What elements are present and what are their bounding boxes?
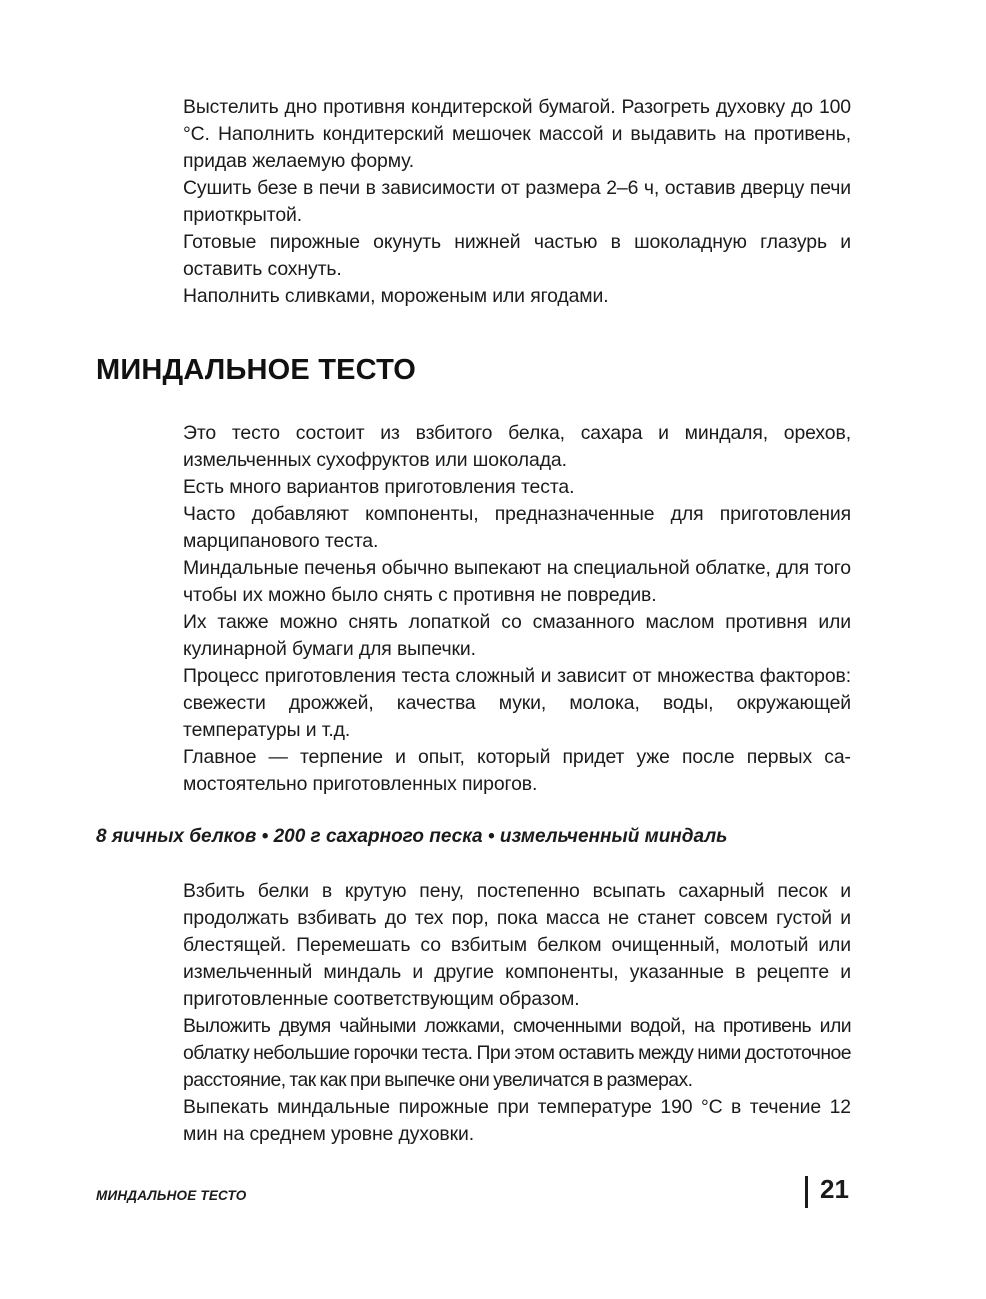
running-title: МИНДАЛЬНОЕ ТЕСТО [96, 1188, 247, 1203]
section-paragraph-4: Миндальные печенья обычно выпекают на специальной облатке, для того чтобы их можно было снять с противня не повредив. [183, 557, 851, 606]
method-paragraph-3: Выпекать миндальные пирожные при температуре 190 °С в течение 12 мин на среднем уровне духовки. [183, 1096, 851, 1145]
section-paragraph-6: Процесс приготовления теста сложный и зависит от множества факторов: свежести дрожжей, качества муки, молока, воды, окружающей температуры и т.д. [183, 665, 851, 741]
method-paragraph-1: Взбить белки в крутую пену, постепенно всыпать сахарный песок и продолжать взбивать до тех пор, пока масса не станет совсем густой и блестящей. Перемешать со взбитым белком очищенный, молотый или измельченный миндаль и другие компоненты, указанные в рецепте и приготовленные соответствующим образом. [183, 880, 851, 1010]
method-text [183, 878, 851, 1148]
section-paragraph-2: Есть много вариантов приготовления теста. [183, 476, 575, 498]
intro-paragraph-2: Сушить безе в печи в зависимости от размера 2–6 ч, оставив дверцу печи приоткрытой. [183, 177, 851, 226]
section-paragraph-3: Часто добавляют компоненты, предназначенные для приготовления марципанового теста. [183, 503, 851, 552]
section-paragraph-7: Главное — терпение и опыт, который придет уже после первых самостоятельно приготовленных пирогов. [183, 746, 851, 795]
intro-paragraph-1: Выстелить дно противня кондитерской бумагой. Разогреть духовку до 100 °С. Наполнить кондитерский мешочек массой и выдавить на противень, придав желаемую форму. [183, 96, 851, 172]
section-text [183, 420, 851, 798]
intro-paragraph-3: Готовые пирожные окунуть нижней частью в шоколадную глазурь и оставить сохнуть. [183, 231, 851, 280]
page-number-divider [805, 1176, 808, 1208]
method-paragraph-2: Выложить двумя чайными ложками, смоченными водой, на противень или облатку небольшие горочки теста. При этом оставить между ними достоточное расстояние, так как при выпечке они увеличатся в размерах. [183, 1015, 851, 1091]
section-paragraph-5: Их также можно снять лопаткой со смазанного маслом противня или кулинарной бумаги для выпечки. [183, 611, 851, 660]
intro-text [183, 94, 851, 310]
page-number: 21 [820, 1174, 849, 1204]
ingredients-line: 8 яичных белков • 200 г сахарного песка • измельченный миндаль [96, 826, 728, 847]
section-paragraph-1: Это тесто состоит из взбитого белка, сахара и миндаля, орехов, измельченных сухофруктов или шоколада. [183, 422, 851, 471]
section-heading: МИНДАЛЬНОЕ ТЕСТО [96, 354, 417, 386]
intro-paragraph-4: Наполнить сливками, мороженым или ягодами. [183, 285, 609, 307]
